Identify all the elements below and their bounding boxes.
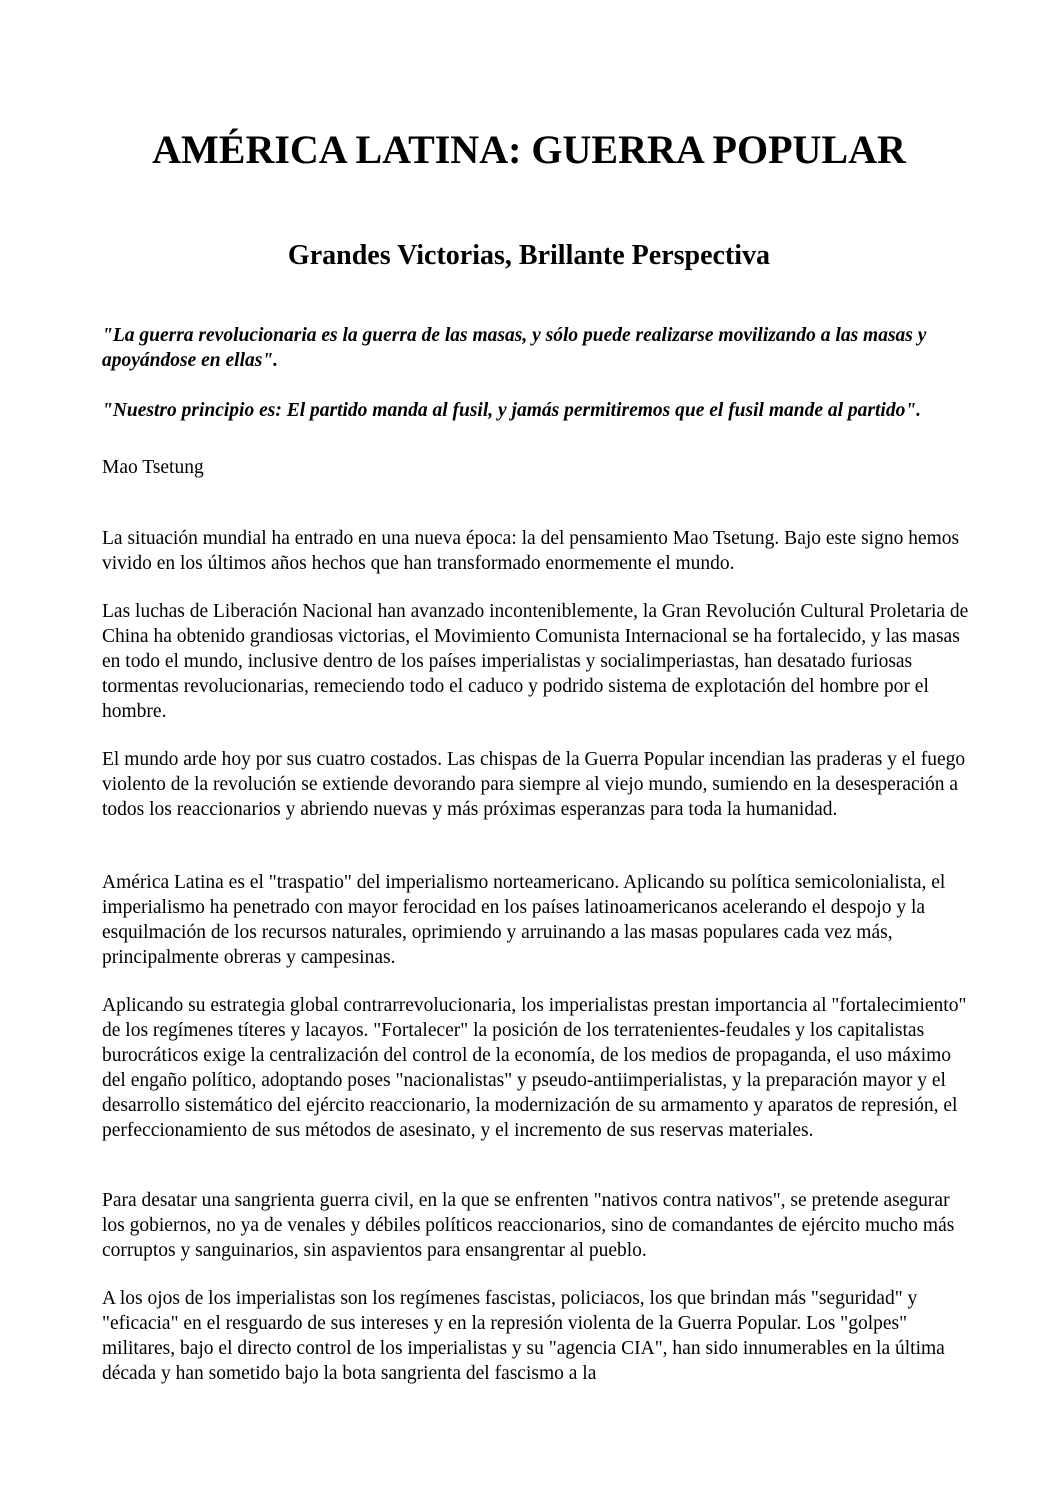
epigraph-quote: "Nuestro principio es: El partido manda al fusil, y jamás permitiremos que el fusil mande al partido". bbox=[102, 400, 922, 421]
body-paragraph: La situación mundial ha entrado en una nueva época: la del pensamiento Mao Tsetung. Bajo este signo hemos vivido en los últimos años hechos que han transformado enormemente el mundo. bbox=[102, 528, 960, 574]
document-title: AMÉRICA LATINA: GUERRA POPULAR bbox=[152, 127, 906, 172]
body-paragraph: El mundo arde hoy por sus cuatro costados. Las chispas de la Guerra Popular incendian las praderas y el fuego violento de la revolución se extiende devorando para siempre al viejo mundo, sumiendo en la desesperación a todos los reaccionarios y abriendo nuevas y más próximas esperanzas para toda la humanidad. bbox=[102, 749, 966, 820]
document-subtitle: Grandes Victorias, Brillante Perspectiva bbox=[287, 240, 771, 271]
body-paragraph: Para desatar una sangrienta guerra civil, en la que se enfrenten "nativos contra nativos", se pretende asegurar los gobiernos, no ya de venales y débiles políticos reaccionarios, sino de comandantes de ejército mucho más corruptos y sanguinarios, sin aspavientos para ensangrentar al pueblo. bbox=[102, 1190, 955, 1261]
body-paragraph: América Latina es el "traspatio" del imperialismo norteamericano. Aplicando su política semicolonialista, el imperialismo ha penetrado con mayor ferocidad en los países latinoamericanos acelerando el despojo y la esquilmación de los recursos naturales, oprimiendo y arruinando a las masas populares cada vez más, principalmente obreras y campesinas. bbox=[102, 872, 946, 968]
body-paragraph: A los ojos de los imperialistas son los regímenes fascistas, policiacos, los que brindan más "seguridad" y "eficacia" en el resguardo de sus intereses y en la represión violenta de la Guerra Popular. Los "golpes" militares, bajo el directo control de los imperialistas y su "agencia CIA", han sido innumerables en la última década y han sometido bajo la bota sangrienta del fascismo a la bbox=[102, 1288, 945, 1384]
quote-attribution: Mao Tsetung bbox=[102, 457, 204, 478]
epigraph-quote: "La guerra revolucionaria es la guerra de las masas, y sólo puede realizarse movilizando a las masas y apoyándose en ellas". bbox=[102, 325, 927, 371]
body-paragraph: Aplicando su estrategia global contrarrevolucionaria, los imperialistas prestan importancia al "fortalecimiento" de los regímenes títeres y lacayos. "Fortalecer" la posición de los terratenientes-feudales y los capitalistas burocráticos exige la centralización del control de la economía, de los medios de propaganda, el uso máximo del engaño político, adoptando poses "nacionalistas" y pseudo-antiimperialistas, y la preparación mayor y el desarrollo sistemático del ejército reaccionario, la modernización de su armamento y aparatos de represión, el perfeccionamiento de sus métodos de asesinato, y el incremento de sus reservas materiales. bbox=[102, 995, 967, 1141]
body-paragraph: Las luchas de Liberación Nacional han avanzado inconteniblemente, la Gran Revolución Cultural Proletaria de China ha obtenido grandiosas victorias, el Movimiento Comunista Internacional se ha fortalecido, y las masas en todo el mundo, inclusive dentro de los países imperialistas y socialimperiastas, han desatado furiosas tormentas revolucionarias, remeciendo todo el caduco y podrido sistema de explotación del hombre por el hombre. bbox=[102, 601, 969, 722]
